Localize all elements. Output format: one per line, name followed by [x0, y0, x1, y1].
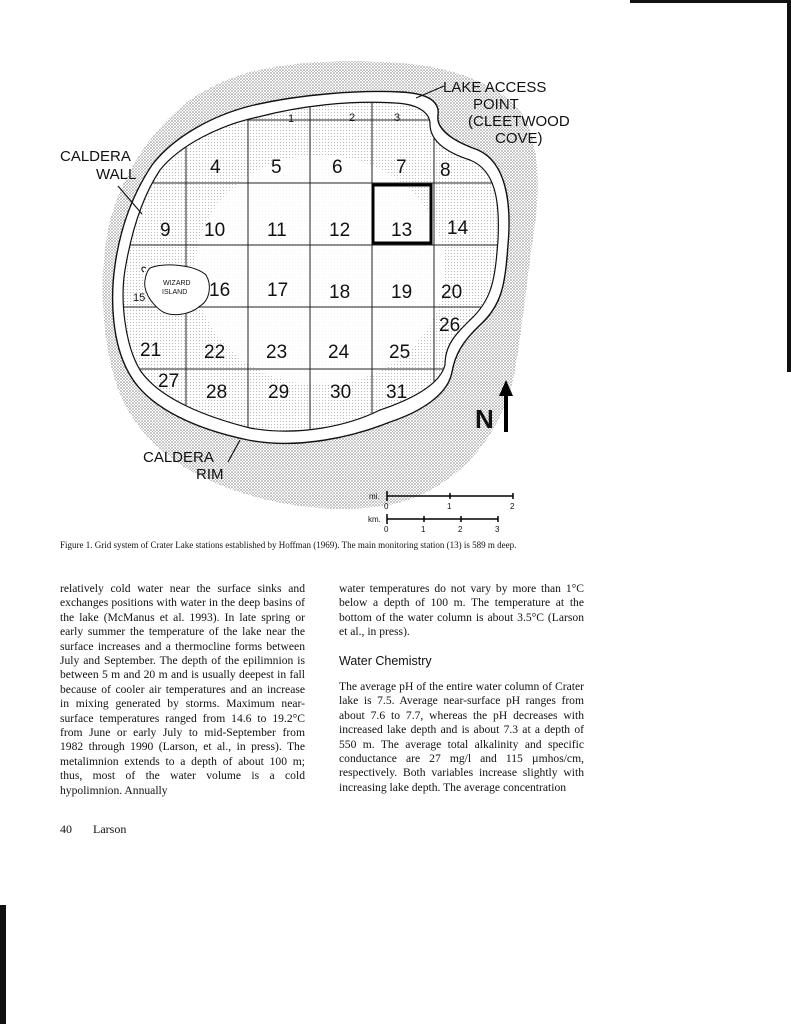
caldera-wall-label-1: CALDERA: [60, 148, 131, 165]
station-19: 19: [391, 282, 413, 303]
scale-km-3: 3: [495, 525, 500, 534]
scale-mi-0: 0: [384, 502, 389, 511]
station-30: 30: [330, 382, 352, 403]
scale-km-1: 1: [421, 525, 426, 534]
left-column: [60, 582, 305, 798]
station-29: 29: [268, 382, 290, 403]
station-4: 4: [210, 157, 221, 178]
scan-edge-left: [0, 905, 6, 1024]
section-heading: Water Chemistry: [339, 653, 432, 668]
station-21: 21: [140, 340, 162, 361]
station-22: 22: [204, 342, 226, 363]
page-footer: [60, 822, 144, 837]
wizard-island-label-1: WIZARD: [163, 280, 191, 287]
scale-km-label: km.: [368, 515, 381, 524]
station-12: 12: [329, 220, 351, 241]
station-6: 6: [332, 157, 343, 178]
scale-mi-1: 1: [447, 502, 452, 511]
station-27: 27: [158, 371, 180, 392]
station-24: 24: [328, 342, 350, 363]
running-author: Larson: [93, 822, 127, 836]
station-13: 13: [391, 220, 413, 241]
scale-mi-label: mi.: [369, 492, 380, 501]
lake-access-label-3: (CLEETWOOD: [468, 113, 570, 130]
station-10: 10: [204, 220, 226, 241]
station-23: 23: [266, 342, 288, 363]
station-31: 31: [386, 382, 408, 403]
station-20: 20: [441, 282, 463, 303]
north-label: N: [475, 404, 494, 434]
station-25: 25: [389, 342, 411, 363]
right-column-paragraph-2: The average pH of the entire water column of Crater lake is 7.5. Average near-surface pH ranges from about 7.6 to 7.7, whereas the pH decreases with increased lake depth and is about 7.3 at a depth of 550 m. The average total alkalinity and specific conductance are 27 mg/l and 115 µmhos/cm, respectively. Both variables increase slightly with increasing lake depth. The average concentration: [339, 680, 584, 794]
lake-access-label-1: LAKE ACCESS: [443, 79, 547, 96]
station-7: 7: [396, 157, 407, 178]
station-28: 28: [206, 382, 228, 403]
lake-access-label-2: POINT: [473, 96, 519, 113]
page-number: 40: [60, 822, 72, 836]
right-column-paragraph-1: water temperatures do not vary by more than 1°C below a depth of 100 m. The temperature at the bottom of the water column is about 3.5°C (Larson et al., in press).: [339, 582, 584, 639]
scale-mi-2: 2: [510, 502, 515, 511]
scale-bar-km: [368, 514, 500, 534]
station-5: 5: [271, 157, 282, 178]
station-14: 14: [447, 218, 469, 239]
station-9: 9: [160, 220, 171, 241]
station-17: 17: [267, 280, 289, 301]
station-11: 11: [267, 220, 287, 241]
scale-km-0: 0: [384, 525, 389, 534]
station-18: 18: [329, 282, 351, 303]
station-1: 1: [288, 113, 295, 125]
station-26: 26: [439, 315, 461, 336]
right-column: [339, 582, 584, 795]
left-column-paragraph: relatively cold water near the surface sinks and exchanges positions with water in the deep basins of the lake (McManus et al. 1993). In late spring or early summer the temperature of the lake near the surface increases and a thermocline forms between July and September. The depth of the epilimnion is between 5 m and 20 m and is usually deepest in fall because of cooler air temperatures and an increase in mixing generated by storms. Maximum near-surface temperatures ranged from 14.6 to 19.2°C from June or early July to mid-September from 1982 through 1990 (Larson, et al., in press). The metalimnion extends to a depth of about 100 m; thus, most of the water volume is a cold hypolimnion. Annually: [60, 582, 305, 797]
station-16: 16: [209, 280, 231, 301]
lake-access-label-4: COVE): [495, 130, 543, 147]
caldera-rim-label-1: CALDERA: [143, 449, 214, 466]
figure-caption: Figure 1. Grid system of Crater Lake stations established by Hoffman (1969). The main monitoring station (13) is 589 m deep.: [60, 540, 517, 550]
station-8: 8: [440, 160, 451, 181]
station-15: 15: [133, 292, 146, 304]
station-2: 2: [349, 112, 356, 124]
station-3: 3: [394, 112, 401, 124]
caldera-wall-label-2: WALL: [96, 166, 137, 183]
scale-km-2: 2: [458, 525, 463, 534]
wizard-island-label-2: ISLAND: [162, 289, 188, 296]
caldera-rim-label-2: RIM: [196, 466, 224, 483]
